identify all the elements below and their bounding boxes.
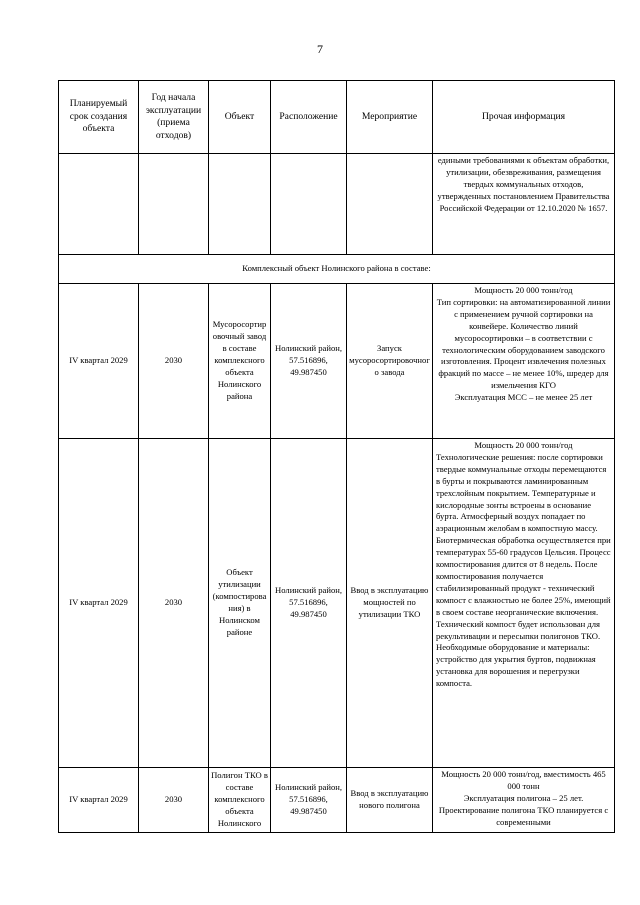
row-info: Мощность 20 000 тонн/год, вместимость 465 000 тонн Эксплуатация полигона – 25 лет. Проектирование полигона ТКО планируется с современными [433,768,615,833]
continuation-info: едиными требованиями к объектам обработки, утилизации, обезвреживания, размещения твердых коммунальных отходов, утвержденных постановлением Правительства Российской Федерации от 12.10.2020 № 1657. [433,154,615,255]
row-obekt: Полигон ТКО в составе комплексного объекта Нолинского [209,768,271,833]
row-srok: IV квартал 2029 [59,768,139,833]
row-meropriyatie: Ввод в эксплуатацию нового полигона [347,768,433,833]
row-obekt: Объект утилизации (компостирования) в Нолинском районе [209,439,271,768]
row-meropriyatie: Запуск мусоросортировочного завода [347,284,433,439]
page-number: 7 [317,42,323,56]
continuation-row [59,154,615,255]
header-srok: Планируемый срок создания объекта [59,81,139,154]
header-god: Год начала эксплуатации (приема отходов) [139,81,209,154]
row-srok: IV квартал 2029 [59,284,139,439]
header-raspolozhenie: Расположение [271,81,347,154]
table-row [59,284,615,439]
row-info: Мощность 20 000 тонн/год Тип сортировки: на автоматизированной линии с применением ручной сортировки на конвейере. Количество линий мусоросортировки – в соответствии с технологическим оборудованием заводского изготовления. Процент извлечения полезных фракций по массе – не менее 10%, шредер для измельчения КГО Эксплуатация МСС – не менее 25 лет [433,284,615,439]
row-srok: IV квартал 2029 [59,439,139,768]
facilities-table [58,80,615,833]
row-raspolozhenie: Нолинский район, 57.516896, 49.987450 [271,284,347,439]
table-row [59,768,615,833]
section-row [59,255,615,284]
row-raspolozhenie: Нолинский район, 57.516896, 49.987450 [271,768,347,833]
row-obekt: Мусоросортировочный завод в составе комплексного объекта Нолинского района [209,284,271,439]
table-row [59,439,615,768]
row-meropriyatie: Ввод в эксплуатацию мощностей по утилизации ТКО [347,439,433,768]
section-title: Комплексный объект Нолинского района в составе: [59,255,615,284]
header-obekt: Объект [209,81,271,154]
header-prochaya: Прочая информация [433,81,615,154]
row-god: 2030 [139,439,209,768]
row-info: Мощность 20 000 тонн/год Технологические решения: после сортировки твердые коммунальные отходы перемещаются в бурты и покрываются ламинированным трехслойным покрытием. Температурные и кислородные зонты встроены в основание бурта. Атмосферный воздух попадает по аэрационным желобам в компостную массу. Биотермическая обработка осуществляется при температурах 55-60 градусов Цельсия. Процесс компостирования длится от 8 недель. После компостирования получается стабилизированный продукт - технический компост с влажностью не более 25%, имеющий в своем составе неорганические включения. Технический компост будет использован для рекультивации и пересыпки полигонов ТКО. Необходимые оборудование и материалы: устройство для укрытия буртов, подвижная установка для ворошения и перегрузки компоста. [433,439,615,768]
header-meropriyatie: Мероприятие [347,81,433,154]
row-god: 2030 [139,284,209,439]
table-header-row [59,81,615,154]
row-raspolozhenie: Нолинский район, 57.516896, 49.987450 [271,439,347,768]
row-god: 2030 [139,768,209,833]
